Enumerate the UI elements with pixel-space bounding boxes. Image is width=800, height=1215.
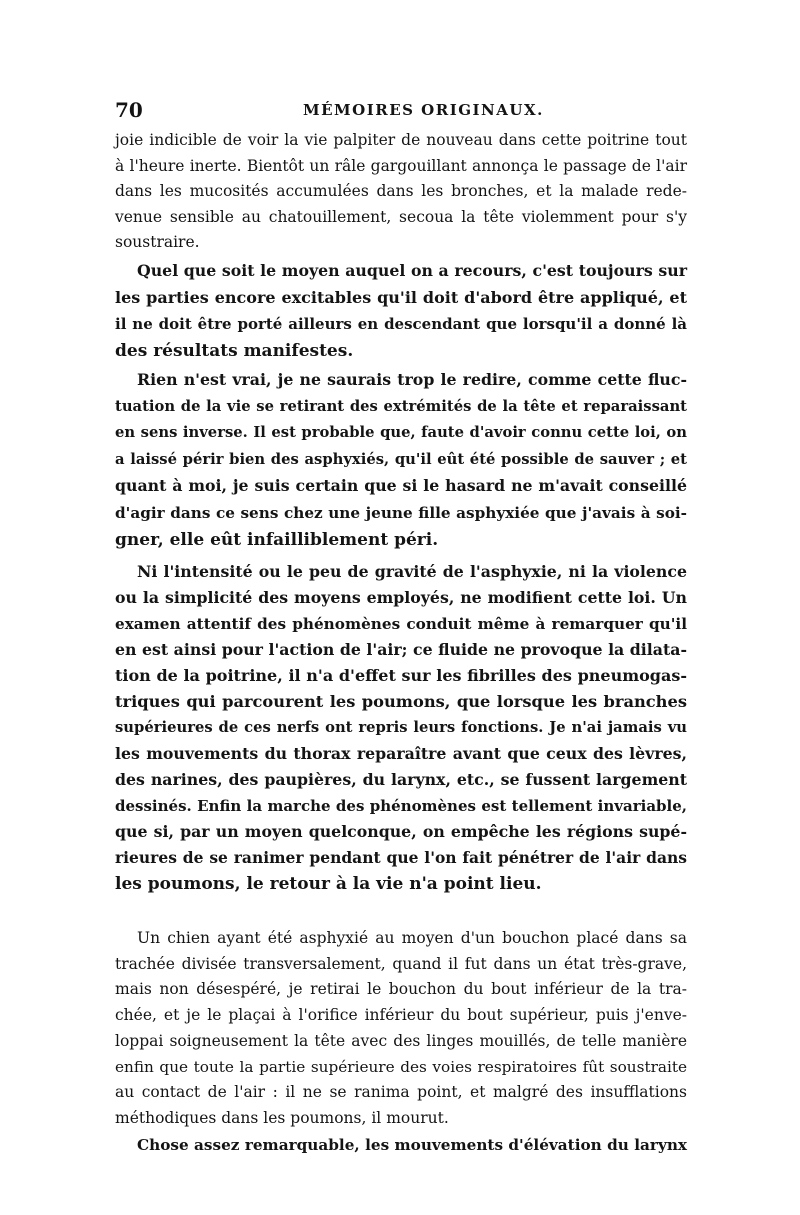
text-line: en est ainsi pour l'action de l'air; ce fluide ne provoque la dilata- xyxy=(115,640,687,659)
text-line: chée, et je le plaçai à l'orifice inférieur du bout supérieur, puis j'enve- xyxy=(115,1006,687,1025)
text-line: les poumons, le retour à la vie n'a point lieu. xyxy=(115,874,542,894)
text-line: soustraire. xyxy=(115,233,200,251)
text-line: Rien n'est vrai, je ne saurais trop le redire, comme cette fluc- xyxy=(137,370,687,389)
text-line: d'agir dans ce sens chez une jeune fille asphyxiée que j'avais à soi- xyxy=(115,503,687,522)
text-line: rieures de se ranimer pendant que l'on fait pénétrer de l'air dans xyxy=(115,848,687,867)
text-line: venue sensible au chatouillement, secoua la tête violemment pour s'y xyxy=(115,207,687,226)
text-line: trachée divisée transversalement, quand il fut dans un état très-grave, xyxy=(115,954,687,973)
text-line: loppai soigneusement la tête avec des linges mouillés, de telle manière xyxy=(115,1031,687,1050)
text-line: tion de la poitrine, il n'a d'effet sur les fibrilles des pneumogas- xyxy=(115,666,687,685)
text-line: méthodiques dans les poumons, il mourut. xyxy=(115,1108,449,1127)
running-header xyxy=(115,98,687,126)
paragraph-quel-que-soit xyxy=(115,258,687,364)
text-line: des narines, des paupières, du larynx, etc., se fussent largement xyxy=(115,770,687,789)
text-line: il ne doit être porté ailleurs en descendant que lorsqu'il a donné là xyxy=(115,315,687,334)
text-line: que si, par un moyen quelconque, on empêche les régions supé- xyxy=(115,822,687,841)
text-line: tuation de la vie se retirant des extrémités de la tête et reparaissant xyxy=(115,397,687,415)
text-line: mais non désespéré, je retirai le bouchon du bout inférieur de la tra- xyxy=(115,980,687,999)
page-number: 70 xyxy=(115,98,143,122)
text-line: Quel que soit le moyen auquel on a recours, c'est toujours sur xyxy=(137,261,687,280)
text-line: dessinés. Enfin la marche des phénomènes est tellement invariable, xyxy=(115,797,687,815)
paragraph-continuation xyxy=(115,128,687,256)
text-line: a laissé périr bien des asphyxiés, qu'il eût été possible de sauver ; et xyxy=(115,450,687,468)
text-line: en sens inverse. Il est probable que, faute d'avoir connu cette loi, on xyxy=(115,424,687,442)
text-line: Un chien ayant été asphyxié au moyen d'un bouchon placé dans sa xyxy=(137,929,687,947)
paragraph-un-chien xyxy=(115,926,687,1132)
text-line: à l'heure inerte. Bientôt un râle gargouillant annonça le passage de l'air xyxy=(115,156,687,175)
text-line: au contact de l'air : il ne se ranima point, et malgré des insufflations xyxy=(115,1083,687,1102)
text-line: supérieures de ces nerfs ont repris leurs fonctions. Je n'ai jamais vu xyxy=(115,719,687,736)
text-line: gner, elle eût infailliblement péri. xyxy=(115,529,439,550)
text-line: ou la simplicité des moyens employés, ne modifient cette loi. Un xyxy=(115,588,687,607)
text-line: joie indicible de voir la vie palpiter de nouveau dans cette poitrine tout xyxy=(115,131,687,149)
text-line: quant à moi, je suis certain que si le hasard ne m'avait conseillé xyxy=(115,476,687,496)
text-line: triques qui parcourent les poumons, que lorsque les branches xyxy=(115,692,687,711)
text-line: dans les mucosités accumulées dans les bronches, et la malade rede- xyxy=(115,182,687,200)
paragraph-rien-nest-vrai xyxy=(115,367,687,553)
paragraph-chose-assez xyxy=(115,1132,687,1158)
text-line: des résultats manifestes. xyxy=(115,340,354,361)
text-line: Chose assez remarquable, les mouvements d'élévation du larynx xyxy=(137,1136,687,1154)
text-line: les parties encore excitables qu'il doit d'abord être appliqué, et xyxy=(115,287,687,307)
running-title: MÉMOIRES ORIGINAUX. xyxy=(303,101,544,119)
text-line: Ni l'intensité ou le peu de gravité de l'asphyxie, ni la violence xyxy=(137,562,687,581)
text-line: les mouvements du thorax reparaître avant que ceux des lèvres, xyxy=(115,744,687,763)
paragraph-ni-lintensite xyxy=(115,559,687,897)
text-line: enfin que toute la partie supérieure des voies respiratoires fût soustraite xyxy=(115,1057,687,1076)
text-line: examen attentif des phénomènes conduit même à remarquer qu'il xyxy=(115,615,687,633)
